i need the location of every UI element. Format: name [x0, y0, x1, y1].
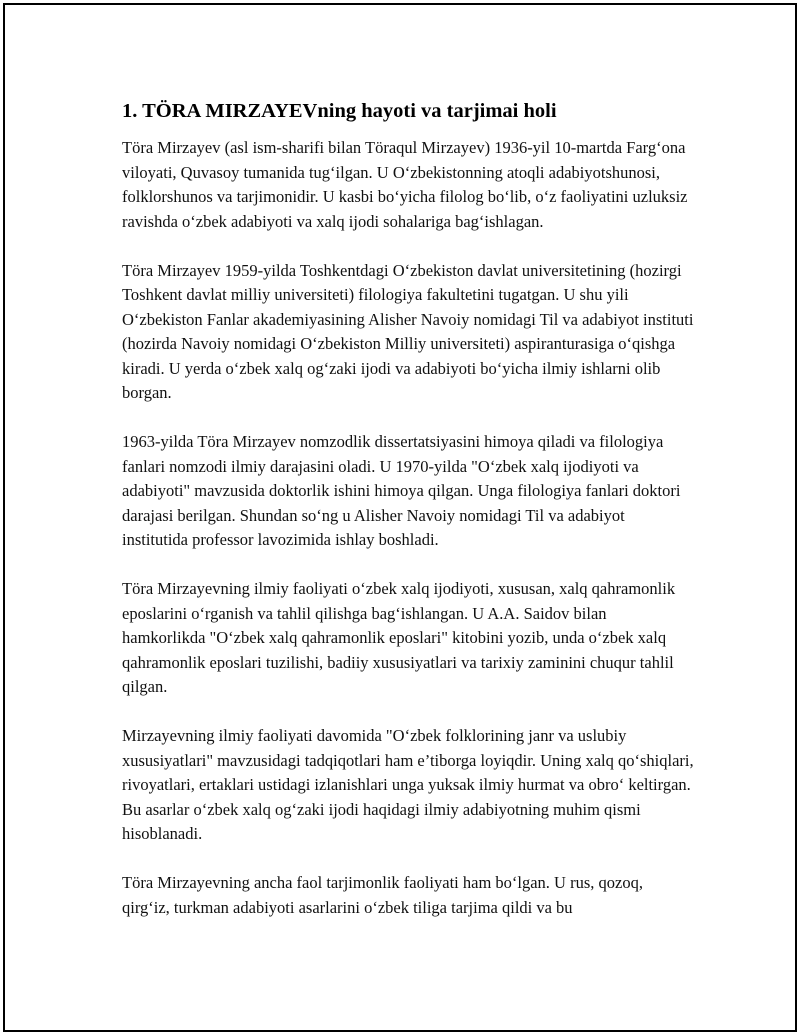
paragraph-folklore-research: Mirzayevning ilmiy faoliyati davomida "O‘zbek folklorining janr va uslubiy xususiyatlari" mavzusidagi tadqiqotlari ham e’tiborga loyiqdir. Uning xalq qo‘shiqlari, rivoyatlari, ertaklari ustidagi izlanishlari unga yuksak ilmiy hurmat va obro‘ keltirgan. Bu asarlar o‘zbek xalq og‘zaki ijodi haqidagi ilmiy adabiyotning muhim qismi hisoblanadi.: [122, 726, 694, 843]
paragraph-dissertation: 1963-yilda Töra Mirzayev nomzodlik dissertatsiyasini himoya qiladi va filologiya fanlari nomzodi ilmiy darajasini oladi. U 1970-yilda "O‘zbek xalq ijodiyoti va adabiyoti" mavzusida doktorlik ishini himoya qilgan. Unga filologiya fanlari doktori darajasi berilgan. Shundan so‘ng u Alisher Navoiy nomidagi Til va adabiyot institutida professor lavozimida ishlay boshladi.: [122, 432, 681, 549]
document-body: [122, 98, 694, 945]
document-title: 1. TÖRA MIRZAYEVning hayoti va tarjimai holi: [122, 100, 557, 122]
paragraph-education: Töra Mirzayev 1959-yilda Toshkentdagi O‘zbekiston davlat universitetining (hozirgi Toshkent davlat milliy universiteti) filologiya fakultetini tugatgan. U shu yili O‘zbekiston Fanlar akademiyasining Alisher Navoiy nomidagi Til va adabiyot instituti (hozirda Navoiy nomidagi O‘zbekiston Milliy universiteti) aspiranturasiga o‘qishga kiradi. U yerda o‘zbek xalq og‘zaki ijodi va adabiyoti bo‘yicha ilmiy ishlarni olib borgan.: [122, 260, 694, 402]
page-frame: [3, 3, 797, 1032]
paragraph-birth: Töra Mirzayev (asl ism-sharifi bilan Töraqul Mirzayev) 1936-yil 10-martda Farg‘ona viloyati, Quvasoy tumanida tug‘ilgan. U O‘zbekistonning atoqli adabiyotshunosi, folklorshunos va tarjimonidir. U kasbi bo‘yicha filolog bo‘lib, o‘z faoliyatini uzluksiz ravishda o‘zbek adabiyoti va xalq ijodi sohalariga bag‘ishlagan.: [122, 138, 688, 231]
paragraph-translation: Töra Mirzayevning ancha faol tarjimonlik faoliyati ham bo‘lgan. U rus, qozoq, qirg‘iz, turkman adabiyoti asarlarini o‘zbek tiliga tarjima qildi va bu: [122, 873, 643, 917]
paragraph-scientific-work: Töra Mirzayevning ilmiy faoliyati o‘zbek xalq ijodiyoti, xususan, xalq qahramonlik eposlarini o‘rganish va tahlil qilishga bag‘ishlangan. U A.A. Saidov bilan hamkorlikda "O‘zbek xalq qahramonlik eposlari" kitobini yozib, unda o‘zbek xalq qahramonlik eposlari tuzilishi, badiiy xususiyatlari va tarixiy zaminini chuqur tahlil qilgan.: [122, 579, 676, 696]
